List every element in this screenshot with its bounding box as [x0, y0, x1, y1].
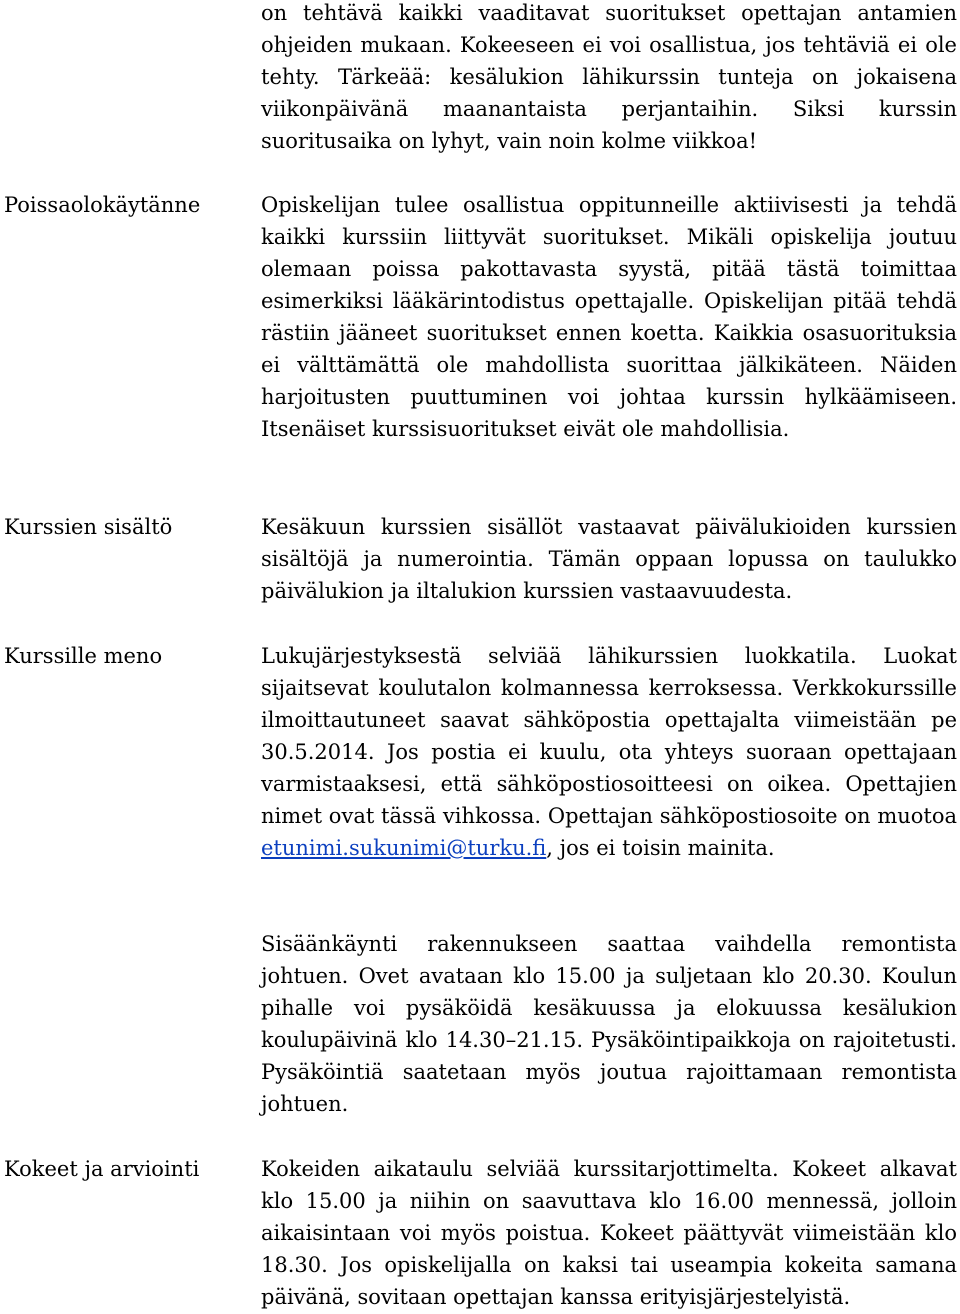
paragraph-requirements: on tehtävä kaikki vaaditavat suoritukset opettajan antamien ohjeiden mukaan. Kokeeseen ei voi osallistua, jos tehtäviä ei ole tehty. Tärkeää: kesälukion lähikurssin tunteja on jokaisena viikonpäivänä maanantaista perjantaihin. Siksi kurssin suoritusaika on lyhyt, vain noin kolme viikkoa! — [261, 1, 957, 153]
label-absence-policy: Poissaolokäytänne — [4, 193, 201, 217]
paragraph-entrance-parking: Sisäänkäynti rakennukseen saattaa vaihdella remontista johtuen. Ovet avataan klo 15.00 ja suljetaan klo 20.30. Koulun pihalle voi pysäköidä kesäkuussa ja elokuussa kesälukion koulupäivinä klo 14.30–21.15. Pysäköintipaikkoja on rajoitetusti. Pysäköintiä saatetaan myös joutua rajoittamaan remontista johtuen. — [261, 932, 957, 1116]
paragraph-going-to-course — [261, 640, 957, 864]
paragraph-course-content: Kesäkuun kurssien sisällöt vastaavat päivälukioiden kurssien sisältöjä ja numerointia. Tämän oppaan lopussa on taulukko päivälukion ja iltalukion kurssien vastaavuudesta. — [261, 515, 957, 603]
label-going-to-course: Kurssille meno — [4, 644, 163, 668]
label-course-content: Kurssien sisältö — [4, 515, 173, 539]
text-after-link: , jos ei toisin mainita. — [546, 836, 775, 860]
label-exams-assessment: Kokeet ja arviointi — [4, 1157, 200, 1181]
paragraph-absence-policy: Opiskelijan tulee osallistua oppitunneille aktiivisesti ja tehdä kaikki kurssiin liittyvät suoritukset. Mikäli opiskelija joutuu olemaan poissa pakottavasta syystä, pitää tästä toimittaa esimerkiksi lääkärintodistus opettajalle. Opiskelijan pitää tehdä rästiin jääneet suoritukset ennen koetta. Kaikkia osasuorituksia ei välttämättä ole mahdollista suorittaa jälkikäteen. Näiden harjoitusten puuttuminen voi johtaa kurssin hylkäämiseen. Itsenäiset kurssisuoritukset eivät ole mahdollisia. — [261, 193, 957, 441]
email-format-link[interactable]: etunimi.sukunimi@turku.fi — [261, 836, 547, 860]
paragraph-exams-assessment: Kokeiden aikataulu selviää kurssitarjottimelta. Kokeet alkavat klo 15.00 ja niihin on saavuttava klo 16.00 mennessä, jolloin aikaisintaan voi myös poistua. Kokeet päättyvät viimeistään klo 18.30. Jos opiskelijalla on kaksi tai useampia kokeita samana päivänä, sovitaan opettajan kanssa erityisjärjestelyistä. — [261, 1157, 957, 1309]
text-before-link: Lukujärjestyksestä selviää lähikurssien luokkatila. Luokat sijaitsevat koulutalon kolmannessa kerroksessa. Verkkokurssille ilmoittautuneet saavat sähköpostia opettajalta viimeistään pe 30.5.2014. Jos postia ei kuulu, ota yhteys suoraan opettajaan varmistaaksesi, että sähköpostiosoitteesi on oikea. Opettajien nimet ovat tässä vihkossa. Opettajan sähköpostiosoite on muotoa — [261, 644, 957, 828]
